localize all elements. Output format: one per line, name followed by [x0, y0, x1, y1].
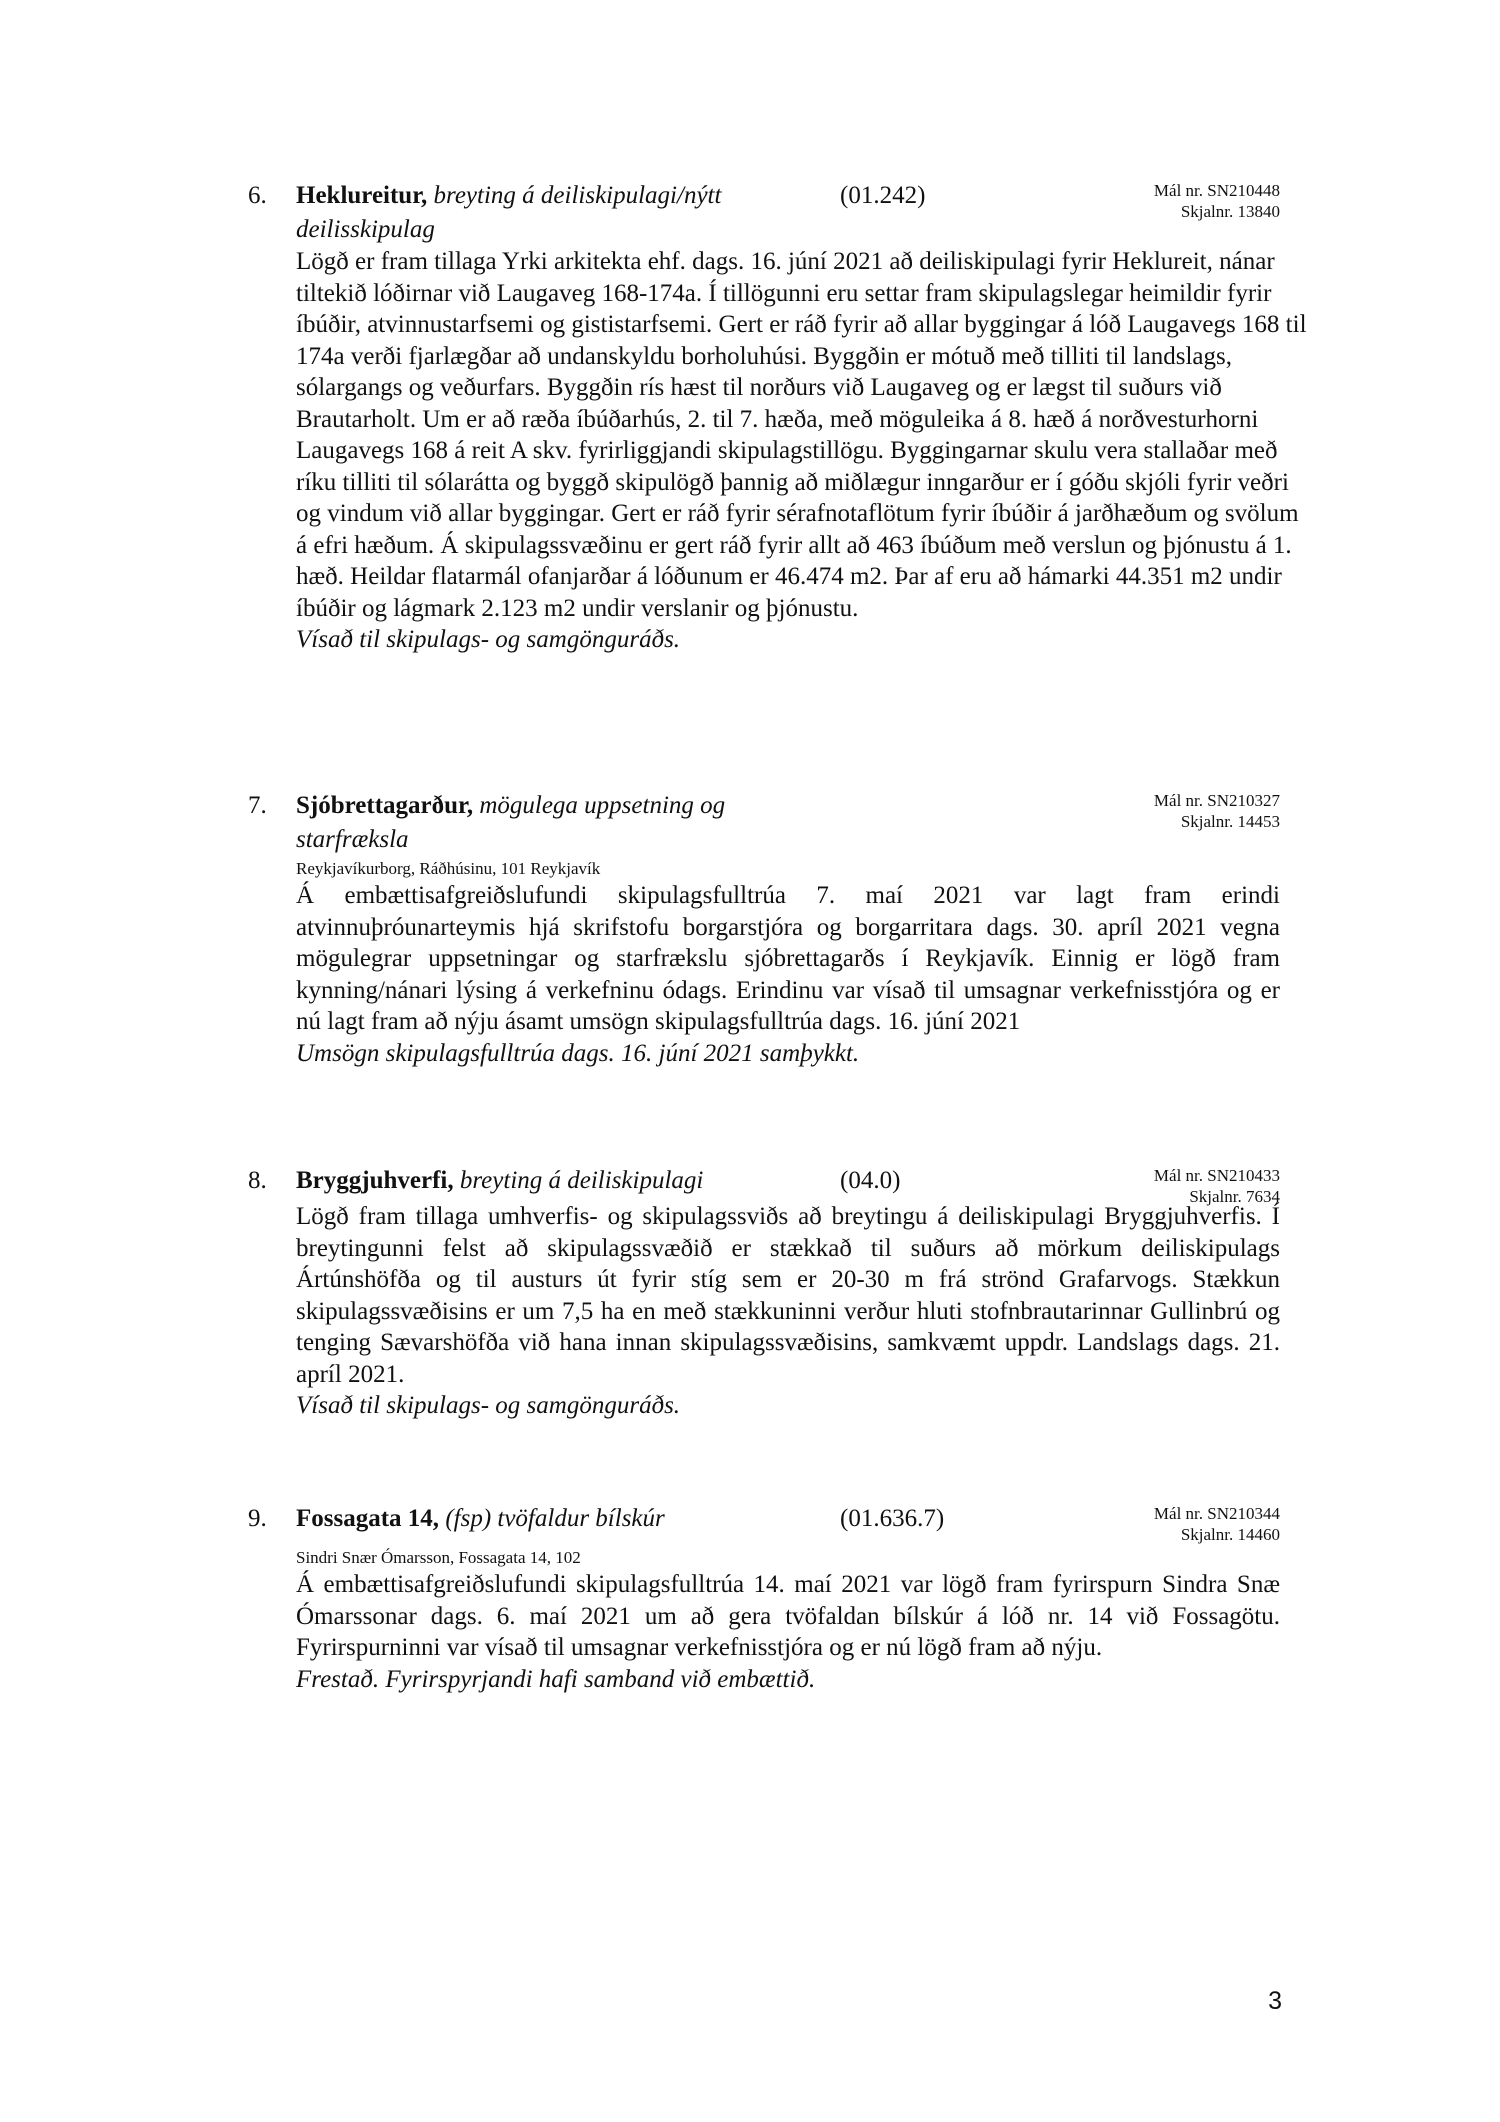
item-title: [296, 1503, 816, 1535]
item-subtitle-continued: deilisskipulag: [296, 216, 435, 243]
item-applicant: Sindri Snær Ómarsson, Fossagata 14, 102: [296, 1548, 581, 1567]
agenda-item-7: [248, 790, 1280, 1069]
item-header: [248, 790, 1280, 831]
item-case-info: [1154, 1165, 1280, 1207]
item-body: Á embættisafgreiðslufundi skipulagsfulltrúa 14. maí 2021 var lögð fram fyrirspurn Sindra Snæ Ómarssonar dags. 6. maí 2021 um að gera tvöfaldan bílskúr á lóð nr. 14 við Fossagötu. Fyrirspurninni var vísað til umsagnar verkefnisstjóra og er nú lögð fram að nýju.: [296, 1571, 1280, 1661]
case-number: Mál nr. SN210448: [1153, 181, 1280, 200]
document-number: Skjalnr. 14460: [1180, 1525, 1280, 1544]
item-number: 7.: [248, 792, 267, 819]
document-number: Skjalnr. 7634: [1189, 1187, 1280, 1206]
item-decision: Frestað. Fyrirspyrjandi hafi samband við embættið.: [296, 1665, 816, 1693]
item-decision: Vísað til skipulags- og samgönguráðs.: [296, 1392, 681, 1419]
item-name: Fossagata 14,: [296, 1505, 440, 1532]
item-title: [296, 790, 816, 822]
item-reference: (04.0): [840, 1167, 901, 1194]
item-subtitle: breyting á deiliskipulagi/nýtt: [433, 182, 722, 209]
item-number: 8.: [248, 1167, 267, 1194]
item-subtitle: mögulega uppsetning og: [479, 792, 726, 819]
case-number: Mál nr. SN210433: [1153, 1166, 1280, 1185]
item-body: Lögð er fram tillaga Yrki arkitekta ehf. dags. 16. júní 2021 að deiliskipulagi fyrir Heklureit, nánar tiltekið lóðirnar við Laugaveg 168-174a. Í tillögunni eru settar fram skipulagslegar heimildir fyrir íbúðir, atvinnustarfsemi og gististarfsemi. Gert er ráð fyrir að allar byggingar á lóð Laugavegs 168 til 174a verði fjarlægðar að undanskyldu borholuhúsi. Byggðin er mótuð með tilliti til landslags, sólargangs og veðurfars. Byggðin rís hæst til norðurs við Laugaveg og er lægst til suðurs við Brautarholt. Um er að ræða íbúðarhús, 2. til 7. hæða, með möguleika á 8. hæð á norðvesturhorni Laugavegs 168 á reit A skv. fyrirliggjandi skipulagstillögu. Byggingarnar skulu vera stallaðar með ríku tilliti til sólarátta og byggð skipulögð þannig að miðlægur inngarður er í góðu skjóli fyrir veðri og vindum við allar byggingar. Gert er ráð fyrir sérafnotaflötum fyrir íbúðir á jarðhæðum og svölum á efri hæðum. Á skipulagssvæðinu er gert ráð fyrir allt að 463 íbúðum með verslun og þjónustu á 1. hæð. Heildar flatarmál ofanjarðar á lóðunum er 46.474 m2. Þar af eru að hámarki 44.351 m2 undir íbúðir og lágmark 2.123 m2 undir verslanir og þjónustu.: [296, 248, 1307, 622]
document-number: Skjalnr. 13840: [1180, 202, 1280, 221]
item-name: Heklureitur,: [296, 182, 428, 209]
item-header: [248, 1503, 1280, 1544]
item-name: Sjóbrettagarður,: [296, 792, 474, 819]
item-header: [248, 1165, 1280, 1206]
case-number: Mál nr. SN210344: [1153, 1504, 1280, 1523]
item-case-info: [1154, 1503, 1280, 1545]
item-header: [248, 180, 1280, 221]
case-number: Mál nr. SN210327: [1153, 791, 1280, 810]
agenda-item-8: [248, 1165, 1280, 1422]
item-decision: Umsögn skipulagsfulltrúa dags. 16. júní 2021 samþykkt.: [296, 1039, 860, 1067]
item-number: 6.: [248, 182, 267, 209]
item-body: Á embættisafgreiðslufundi skipulagsfulltrúa 7. maí 2021 var lagt fram erindi atvinnuþróunarteymis hjá skrifstofu borgarstjóra og borgarritara dags. 30. apríl 2021 vegna mögulegrar uppsetningar og starfrækslu sjóbrettagarðs í Reykjavík. Einnig er lögð fram kynning/nánari lýsing á verkefninu ódags. Erindinu var vísað til umsagnar verkefnisstjóra og er nú lagt fram að nýju ásamt umsögn skipulagsfulltrúa dags. 16. júní 2021: [296, 882, 1280, 1035]
item-number: 9.: [248, 1505, 267, 1532]
item-case-info: [1154, 180, 1280, 222]
item-title: [296, 1165, 816, 1197]
item-decision: Vísað til skipulags- og samgönguráðs.: [296, 626, 681, 653]
item-body: Lögð fram tillaga umhverfis- og skipulagssviðs að breytingu á deiliskipulagi Bryggjuhverfis. Í breytingunni felst að skipulagssvæðið er stækkað til suðurs að mörkum deiliskipulags Ártúnshöfða og til austurs út fyrir stíg sem er 20-30 m frá strönd Grafarvogs. Stækkun skipulagssvæðisins er um 7,5 ha en með stækkuninni verður hluti stofnbrautarinnar Gullinbrú og tenging Sævarshöfða við hana innan skipulagssvæðisins, samkvæmt uppdr. Landslags dags. 21. apríl 2021.: [296, 1203, 1280, 1388]
item-title: [296, 180, 816, 212]
item-reference: (01.636.7): [840, 1505, 945, 1532]
document-number: Skjalnr. 14453: [1180, 812, 1280, 831]
item-applicant: Reykjavíkurborg, Ráðhúsinu, 101 Reykjavík: [296, 859, 601, 878]
item-subtitle-continued: starfræksla: [296, 826, 409, 853]
item-subtitle: (fsp) tvöfaldur bílskúr: [445, 1505, 665, 1532]
page-number: 3: [1268, 1987, 1282, 2015]
item-reference: (01.242): [840, 182, 926, 209]
item-name: Bryggjuhverfi,: [296, 1167, 454, 1194]
agenda-item-6: [248, 180, 1307, 656]
item-subtitle: breyting á deiliskipulagi: [459, 1167, 704, 1194]
item-case-info: [1154, 790, 1280, 832]
agenda-item-9: [248, 1503, 1280, 1695]
